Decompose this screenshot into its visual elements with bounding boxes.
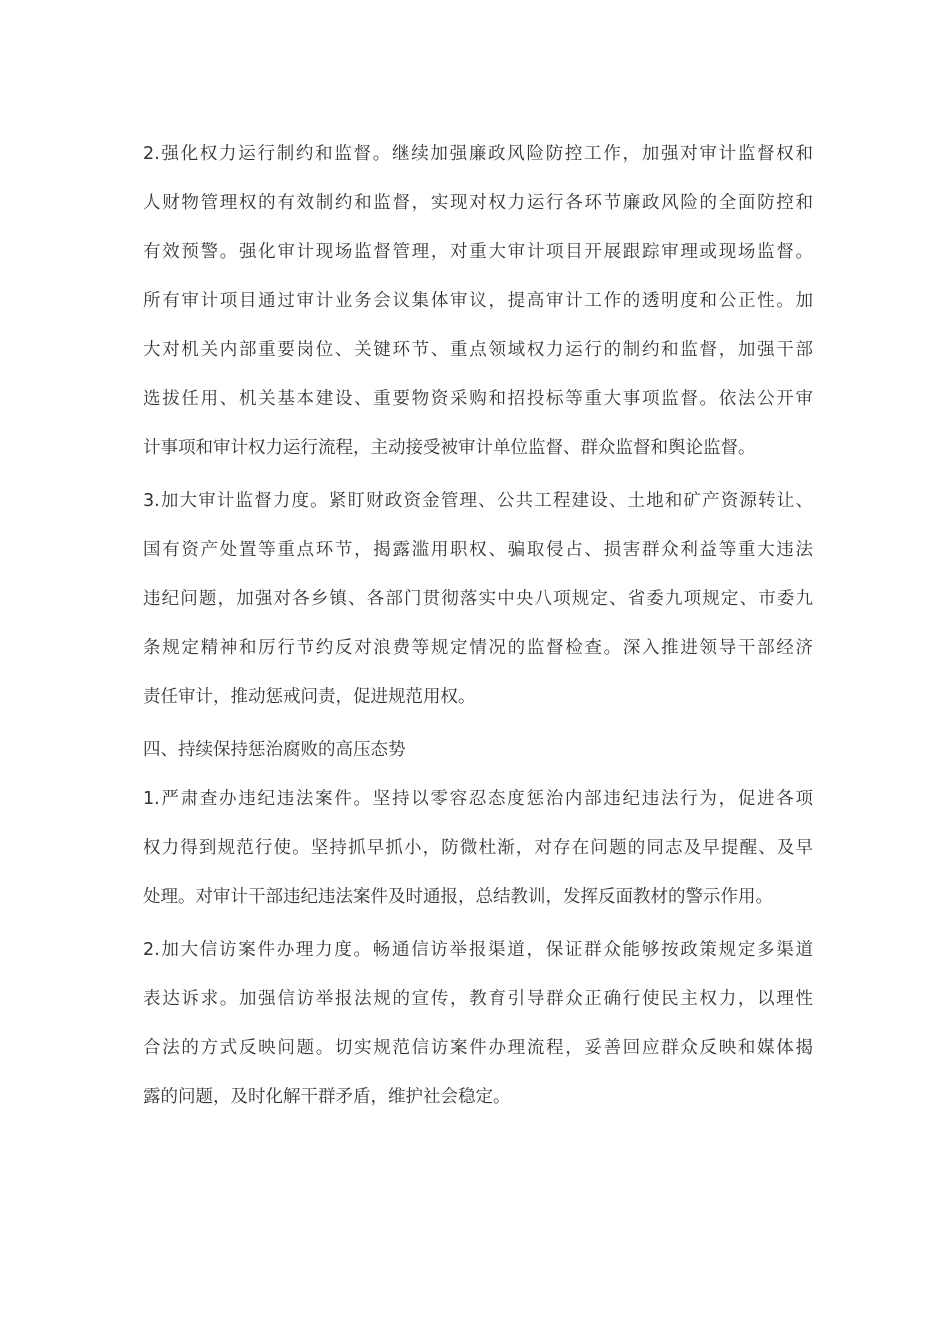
text-line: 大对机关内部重要岗位、关键环节、重点领域权力运行的制约和监督，加强干部 bbox=[143, 340, 813, 360]
paragraph-audit-supervision bbox=[143, 477, 813, 722]
text-line: 处理。对审计干部违纪违法案件及时通报，总结教训，发挥反面教材的警示作用。 bbox=[143, 887, 773, 907]
paragraph-case-handling bbox=[143, 775, 813, 922]
text-line: 3.加大审计监督力度。紧盯财政资金管理、公共工程建设、土地和矿产资源转让、 bbox=[143, 491, 813, 511]
text-line: 权力得到规范行使。坚持抓早抓小，防微杜渐，对存在问题的同志及早提醒、及早 bbox=[143, 838, 813, 858]
text-line: 有效预警。强化审计现场监督管理，对重大审计项目开展跟踪审理或现场监督。 bbox=[143, 242, 813, 262]
text-line: 所有审计项目通过审计业务会议集体审议，提高审计工作的透明度和公正性。加 bbox=[143, 291, 813, 311]
paragraph-petition-handling bbox=[143, 926, 813, 1122]
section-heading: 四、持续保持惩治腐败的高压态势 bbox=[143, 740, 406, 760]
text-line: 表达诉求。加强信访举报法规的宣传，教育引导群众正确行使民主权力，以理性 bbox=[143, 989, 813, 1009]
text-line: 2.加大信访案件办理力度。畅通信访举报渠道，保证群众能够按政策规定多渠道 bbox=[143, 940, 813, 960]
text-line: 人财物管理权的有效制约和监督，实现对权力运行各环节廉政风险的全面防控和 bbox=[143, 193, 813, 213]
paragraph-power-supervision bbox=[143, 130, 813, 473]
text-line: 计事项和审计权力运行流程，主动接受被审计单位监督、群众监督和舆论监督。 bbox=[143, 438, 756, 458]
text-line: 条规定精神和厉行节约反对浪费等规定情况的监督检查。深入推进领导干部经济 bbox=[143, 638, 813, 658]
text-line: 责任审计，推动惩戒问责，促进规范用权。 bbox=[143, 687, 476, 707]
text-line: 露的问题，及时化解干群矛盾，维护社会稳定。 bbox=[143, 1087, 511, 1107]
document-body bbox=[143, 130, 813, 1122]
text-line: 选拔任用、机关基本建设、重要物资采购和招投标等重大事项监督。依法公开审 bbox=[143, 389, 813, 409]
text-line: 国有资产处置等重点环节，揭露滥用职权、骗取侵占、损害群众利益等重大违法 bbox=[143, 540, 813, 560]
text-line: 1.严肃查办违纪违法案件。坚持以零容忍态度惩治内部违纪违法行为，促进各项 bbox=[143, 789, 813, 809]
text-line: 违纪问题，加强对各乡镇、各部门贯彻落实中央八项规定、省委九项规定、市委九 bbox=[143, 589, 813, 609]
text-line: 2.强化权力运行制约和监督。继续加强廉政风险防控工作，加强对审计监督权和 bbox=[143, 144, 813, 164]
text-line: 合法的方式反映问题。切实规范信访案件办理流程，妥善回应群众反映和媒体揭 bbox=[143, 1038, 813, 1058]
